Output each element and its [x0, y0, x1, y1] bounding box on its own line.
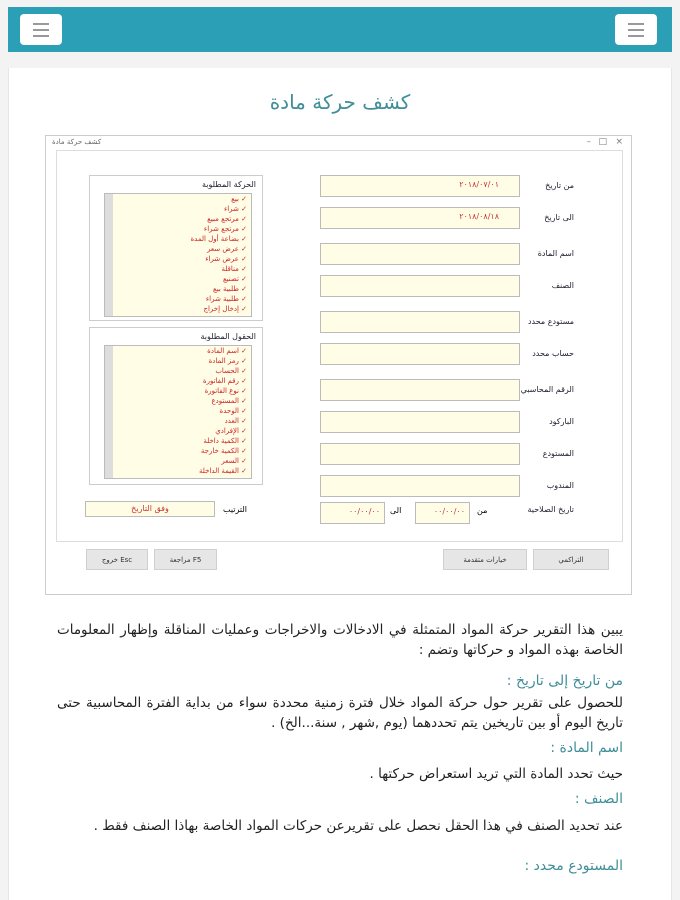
item-label: تصنيع [222, 275, 239, 283]
section-text: حيث تحدد المادة التي تريد استعراض حركتها . [369, 766, 623, 782]
field-label: حساب محدد [532, 349, 574, 358]
right-menu-button[interactable] [615, 14, 657, 45]
item-label: مناقلة [221, 265, 239, 273]
item-label: نوع الفاتورة [204, 387, 239, 395]
checkbox-item[interactable]: مناقلة ✓ [221, 265, 247, 273]
fields-group-title: الحقول المطلوبة [200, 332, 256, 341]
maximize-icon: □ [598, 137, 607, 147]
item-label: السعر [221, 457, 239, 465]
expiry-from-label: من [477, 506, 488, 515]
movement-group [89, 175, 263, 321]
checkbox-item[interactable]: مرتجع مبيع ✓ [207, 215, 247, 223]
section-heading: المستودع محدد : [524, 858, 623, 874]
checkbox-item[interactable]: القيمة الداخلة ✓ [199, 467, 247, 475]
item-label: بضاعة أول المدة [190, 235, 239, 243]
scrollbar[interactable] [105, 346, 113, 478]
cumulative-button[interactable]: التراكمي [533, 549, 609, 570]
field-label: مستودع محدد [527, 317, 574, 326]
item-label: عرض شراء [205, 255, 239, 263]
checkbox-item[interactable]: الحساب ✓ [215, 367, 247, 375]
item-label: القيمة الداخلة [199, 467, 239, 475]
item-label: الكمية داخلة [203, 437, 239, 445]
field-input[interactable] [320, 475, 520, 497]
movement-list[interactable] [104, 193, 252, 317]
checkbox-item[interactable]: الكمية داخلة ✓ [203, 437, 247, 445]
item-label: اسم المادة [207, 347, 239, 355]
section-heading: اسم المادة : [550, 740, 623, 756]
item-label: الوحدة [219, 407, 239, 415]
checkbox-item[interactable]: رقم الفاتورة ✓ [202, 377, 247, 385]
expiry-label: تاريخ الصلاحية [527, 505, 574, 514]
field-label: المندوب [546, 481, 574, 490]
field-label: الصنف [551, 281, 574, 290]
checkbox-item[interactable]: السعر ✓ [221, 457, 247, 465]
hamburger-icon [33, 23, 49, 25]
expiry-from-input[interactable]: ٠٠/٠٠/٠٠ [415, 502, 470, 524]
scrollbar[interactable] [105, 194, 113, 316]
dialog-title: كشف حركة مادة [52, 138, 102, 146]
item-label: العدد [224, 417, 239, 425]
item-label: مرتجع شراء [203, 225, 239, 233]
checkbox-item[interactable]: الكمية خارجة ✓ [200, 447, 247, 455]
checkbox-item[interactable]: العدد ✓ [224, 417, 247, 425]
left-menu-button[interactable] [20, 14, 62, 45]
form-frame [56, 150, 623, 542]
checkbox-item[interactable]: إدخال إخراج ✓ [203, 305, 247, 313]
field-input[interactable] [320, 443, 520, 465]
top-navbar [8, 7, 672, 52]
field-label: الى تاريخ [544, 213, 574, 222]
item-label: إدخال إخراج [203, 305, 239, 313]
close-icon: × [615, 137, 623, 147]
checkbox-item[interactable]: اسم المادة ✓ [207, 347, 247, 355]
fields-group [89, 327, 263, 485]
field-input[interactable] [320, 411, 520, 433]
page-title: كشف حركة مادة [269, 90, 411, 114]
checkbox-item[interactable]: طلبية شراء ✓ [205, 295, 247, 303]
report-dialog-screenshot [45, 135, 632, 595]
item-label: بيع [231, 195, 239, 203]
checkbox-item[interactable]: طلبية بيع ✓ [213, 285, 247, 293]
item-label: طلبية شراء [205, 295, 239, 303]
movement-group-title: الحركة المطلوبة [201, 180, 256, 189]
field-input[interactable]: ٢٠١٨/٠٨/١٨ [320, 207, 520, 229]
item-label: الحساب [215, 367, 239, 375]
checkbox-item[interactable]: عرض سعر ✓ [207, 245, 247, 253]
field-label: المستودع [542, 449, 574, 458]
field-label: الباركود [549, 417, 574, 426]
checkbox-item[interactable]: نوع الفاتورة ✓ [204, 387, 247, 395]
field-label: اسم المادة [537, 249, 574, 258]
fields-list[interactable] [104, 345, 252, 479]
field-input[interactable] [320, 243, 520, 265]
section-text: للحصول على تقرير حول حركة المواد خلال فترة زمنية محددة سواء من بداية الفترة المحاسبية حتى تاريخ اليوم أو بين تاريخين يتم تحددهما (يوم ,شهر , سنة...الخ) . [57, 695, 623, 731]
exit-button[interactable]: خروج Esc [86, 549, 148, 570]
section-heading: من تاريخ إلى تاريخ : [506, 673, 623, 689]
item-label: عرض سعر [207, 245, 239, 253]
hamburger-icon [628, 23, 644, 25]
section-text: عند تحديد الصنف في هذا الحقل نحصل على تقريرعن حركات المواد الخاصة بهاذا الصنف فقط . [93, 818, 623, 834]
section-heading: الصنف : [574, 791, 623, 807]
expiry-to-input[interactable]: ٠٠/٠٠/٠٠ [320, 502, 385, 524]
field-input[interactable] [320, 311, 520, 333]
sort-select[interactable]: وفق التاريخ [85, 501, 215, 517]
checkbox-item[interactable]: تصنيع ✓ [222, 275, 247, 283]
checkbox-item[interactable]: شراء ✓ [223, 205, 247, 213]
item-label: الإفرادي [215, 427, 239, 435]
sort-label: الترتيب [223, 505, 247, 514]
item-label: رمز المادة [208, 357, 239, 365]
expiry-to-label: الى [390, 506, 402, 515]
checkbox-item[interactable]: رمز المادة ✓ [208, 357, 247, 365]
item-label: الكمية خارجة [200, 447, 239, 455]
checkbox-item[interactable]: بضاعة أول المدة ✓ [190, 235, 247, 243]
checkbox-item[interactable]: الإفرادي ✓ [215, 427, 247, 435]
minimize-icon: – [586, 137, 591, 147]
checkbox-item[interactable]: عرض شراء ✓ [205, 255, 247, 263]
field-input[interactable]: ٢٠١٨/٠٧/٠١ [320, 175, 520, 197]
field-input[interactable] [320, 275, 520, 297]
item-label: شراء [223, 205, 239, 213]
intro-text: يبين هذا التقرير حركة المواد المتمثلة في الادخالات والاخراجات وعمليات المناقلة وإظهار المعلومات الخاصة بهذه المواد و حركاتها وتضم : [57, 622, 623, 658]
field-label: من تاريخ [545, 181, 574, 190]
advanced-options-button[interactable]: خيارات متقدمة [443, 549, 527, 570]
checkbox-item[interactable]: بيع ✓ [231, 195, 247, 203]
review-button[interactable]: مراجعة F5 [154, 549, 217, 570]
field-input[interactable] [320, 379, 520, 401]
field-label: الرقم المحاسبي [520, 385, 574, 394]
field-input[interactable] [320, 343, 520, 365]
checkbox-item[interactable]: الوحدة ✓ [219, 407, 247, 415]
checkbox-item[interactable]: المستودع ✓ [211, 397, 247, 405]
item-label: مرتجع مبيع [207, 215, 239, 223]
item-label: طلبية بيع [213, 285, 239, 293]
item-label: المستودع [211, 397, 239, 405]
checkbox-item[interactable]: مرتجع شراء ✓ [203, 225, 247, 233]
item-label: رقم الفاتورة [202, 377, 239, 385]
